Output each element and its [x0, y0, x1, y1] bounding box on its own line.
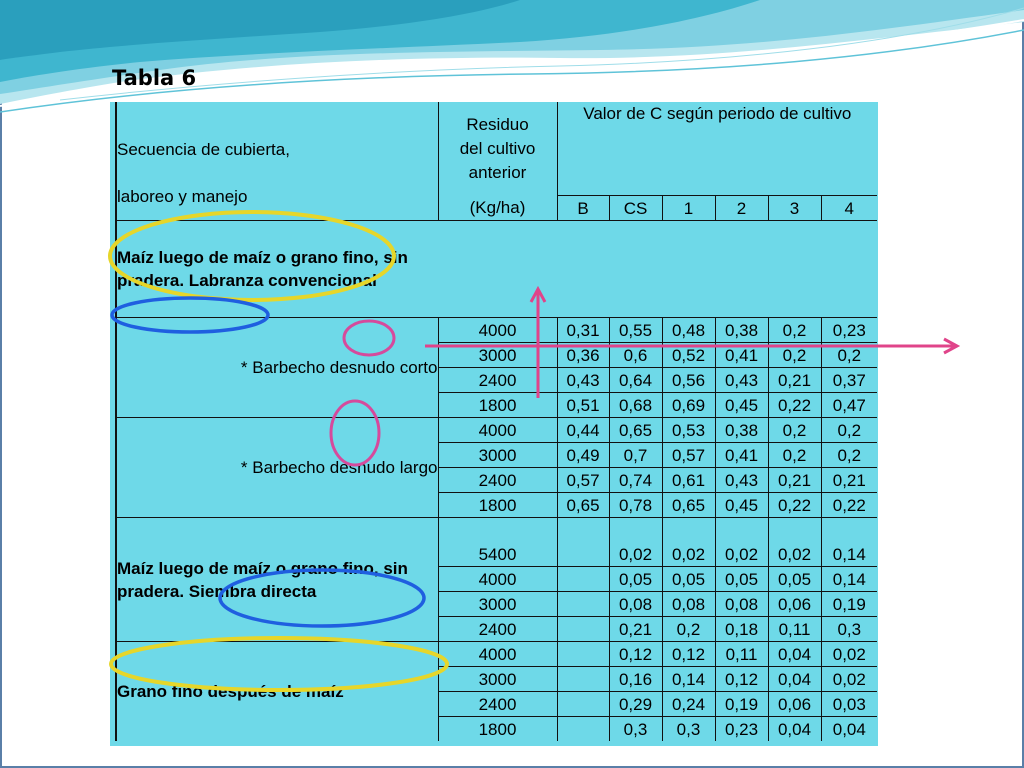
value-cell: 0,65 — [662, 493, 715, 518]
value-cell: 0,38 — [715, 318, 768, 343]
value-cell: 0,3 — [821, 617, 877, 642]
header-sequence-line2: laboreo y manejo — [117, 187, 248, 206]
value-cell: 0,18 — [715, 617, 768, 642]
value-cell: 0,44 — [557, 418, 609, 443]
value-cell: 0,19 — [715, 692, 768, 717]
residuo-cell: 4000 — [438, 567, 557, 592]
value-cell — [557, 567, 609, 592]
value-cell: 0,65 — [609, 418, 662, 443]
value-cell: 0,64 — [609, 368, 662, 393]
value-cell: 0,05 — [662, 567, 715, 592]
value-cell: 0,02 — [662, 542, 715, 567]
value-cell: 0,43 — [715, 468, 768, 493]
slide-title: Tabla 6 — [112, 66, 197, 90]
residuo-cell: 3000 — [438, 443, 557, 468]
residuo-cell: 3000 — [438, 343, 557, 368]
value-cell: 0,06 — [768, 692, 821, 717]
value-cell: 0,08 — [715, 592, 768, 617]
value-cell: 0,3 — [662, 717, 715, 742]
group-title-siembra-directa: Maíz luego de maíz o grano fino, sin pradera. Siembra directa — [116, 518, 438, 642]
table-row — [110, 318, 877, 343]
value-cell: 0,56 — [662, 368, 715, 393]
value-cell — [557, 667, 609, 692]
value-cell: 0,49 — [557, 443, 609, 468]
residuo-cell: 4000 — [438, 642, 557, 667]
value-cell: 0,2 — [821, 443, 877, 468]
value-cell: 0,14 — [821, 542, 877, 567]
value-cell: 0,08 — [609, 592, 662, 617]
subgroup-label-largo: * Barbecho desnudo largo — [116, 418, 438, 518]
value-cell: 0,74 — [609, 468, 662, 493]
value-cell: 0,24 — [662, 692, 715, 717]
value-cell: 0,21 — [821, 468, 877, 493]
table-row — [110, 642, 877, 667]
value-cell: 0,2 — [768, 343, 821, 368]
value-cell: 0,2 — [768, 418, 821, 443]
period-header: 1 — [662, 196, 715, 221]
value-cell: 0,55 — [609, 318, 662, 343]
value-cell: 0,12 — [662, 642, 715, 667]
value-cell — [557, 692, 609, 717]
residuo-cell: 3000 — [438, 592, 557, 617]
residuo-cell: 2400 — [438, 617, 557, 642]
value-cell: 0,14 — [662, 667, 715, 692]
value-cell: 0,12 — [715, 667, 768, 692]
residuo-cell: 5400 — [438, 542, 557, 567]
value-cell: 0,08 — [662, 592, 715, 617]
value-cell: 0,14 — [821, 567, 877, 592]
value-cell: 0,57 — [557, 468, 609, 493]
value-cell: 0,68 — [609, 393, 662, 418]
value-cell: 0,19 — [821, 592, 877, 617]
value-cell: 0,36 — [557, 343, 609, 368]
value-cell: 0,2 — [821, 418, 877, 443]
value-cell: 0,41 — [715, 343, 768, 368]
value-cell: 0,2 — [768, 443, 821, 468]
value-cell: 0,48 — [662, 318, 715, 343]
table-row — [110, 518, 877, 543]
value-cell: 0,03 — [821, 692, 877, 717]
value-cell: 0,31 — [557, 318, 609, 343]
period-header: B — [557, 196, 609, 221]
value-cell: 0,06 — [768, 592, 821, 617]
period-header: 4 — [821, 196, 877, 221]
value-cell: 0,21 — [609, 617, 662, 642]
value-cell — [557, 717, 609, 742]
group-title-grano-fino: Grano fino después de maíz — [116, 642, 438, 742]
residuo-cell: 3000 — [438, 667, 557, 692]
value-cell: 0,51 — [557, 393, 609, 418]
value-cell: 0,05 — [609, 567, 662, 592]
value-cell: 0,6 — [609, 343, 662, 368]
value-cell: 0,37 — [821, 368, 877, 393]
residuo-cell: 4000 — [438, 318, 557, 343]
value-cell: 0,04 — [821, 717, 877, 742]
value-cell: 0,2 — [821, 343, 877, 368]
value-cell: 0,02 — [768, 542, 821, 567]
value-cell: 0,69 — [662, 393, 715, 418]
value-cell: 0,04 — [768, 717, 821, 742]
residuo-cell: 2400 — [438, 692, 557, 717]
value-cell: 0,52 — [662, 343, 715, 368]
value-cell: 0,02 — [821, 667, 877, 692]
value-cell: 0,04 — [768, 667, 821, 692]
value-cell: 0,02 — [821, 642, 877, 667]
residuo-cell: 4000 — [438, 418, 557, 443]
value-cell: 0,2 — [662, 617, 715, 642]
value-cell: 0,61 — [662, 468, 715, 493]
value-cell: 0,22 — [821, 493, 877, 518]
residuo-cell: 1800 — [438, 717, 557, 742]
data-table-container — [110, 102, 878, 746]
value-cell — [557, 642, 609, 667]
value-cell: 0,78 — [609, 493, 662, 518]
value-cell: 0,57 — [662, 443, 715, 468]
value-cell — [557, 617, 609, 642]
value-cell: 0,12 — [609, 642, 662, 667]
value-cell: 0,22 — [768, 393, 821, 418]
residuo-cell: 2400 — [438, 368, 557, 393]
group-title-labranza: Maíz luego de maíz o grano fino, sin pradera. Labranza convencional — [116, 221, 438, 318]
period-header: 3 — [768, 196, 821, 221]
value-cell: 0,3 — [609, 717, 662, 742]
value-cell: 0,43 — [715, 368, 768, 393]
value-cell: 0,53 — [662, 418, 715, 443]
value-cell: 0,23 — [715, 717, 768, 742]
value-cell: 0,29 — [609, 692, 662, 717]
header-residuo: Residuo del cultivo anterior — [438, 102, 557, 196]
residuo-cell: 2400 — [438, 468, 557, 493]
value-cell: 0,05 — [768, 567, 821, 592]
value-cell: 0,23 — [821, 318, 877, 343]
value-cell: 0,05 — [715, 567, 768, 592]
value-cell: 0,02 — [609, 542, 662, 567]
value-cell: 0,02 — [715, 542, 768, 567]
value-cell: 0,65 — [557, 493, 609, 518]
value-cell: 0,47 — [821, 393, 877, 418]
value-cell: 0,04 — [768, 642, 821, 667]
value-cell: 0,45 — [715, 393, 768, 418]
value-cell — [557, 592, 609, 617]
value-cell — [557, 542, 609, 567]
value-cell: 0,11 — [715, 642, 768, 667]
value-cell: 0,41 — [715, 443, 768, 468]
value-cell: 0,7 — [609, 443, 662, 468]
value-cell: 0,38 — [715, 418, 768, 443]
group-title-row — [110, 221, 877, 318]
period-header: 2 — [715, 196, 768, 221]
value-cell: 0,2 — [768, 318, 821, 343]
value-cell: 0,43 — [557, 368, 609, 393]
value-cell: 0,22 — [768, 493, 821, 518]
value-cell: 0,21 — [768, 468, 821, 493]
residuo-cell: 1800 — [438, 493, 557, 518]
value-cell: 0,11 — [768, 617, 821, 642]
header-sequence-cell — [116, 102, 438, 221]
header-residuo-unit: (Kg/ha) — [438, 196, 557, 221]
header-valor-c: Valor de C según periodo de cultivo — [557, 102, 877, 196]
period-header: CS — [609, 196, 662, 221]
table-row — [110, 418, 877, 443]
value-cell: 0,21 — [768, 368, 821, 393]
value-cell: 0,45 — [715, 493, 768, 518]
header-sequence-line1: Secuencia de cubierta, — [117, 140, 290, 159]
residuo-cell: 1800 — [438, 393, 557, 418]
c-factor-table — [110, 102, 877, 741]
value-cell: 0,16 — [609, 667, 662, 692]
subgroup-label-corto: * Barbecho desnudo corto — [116, 318, 438, 418]
